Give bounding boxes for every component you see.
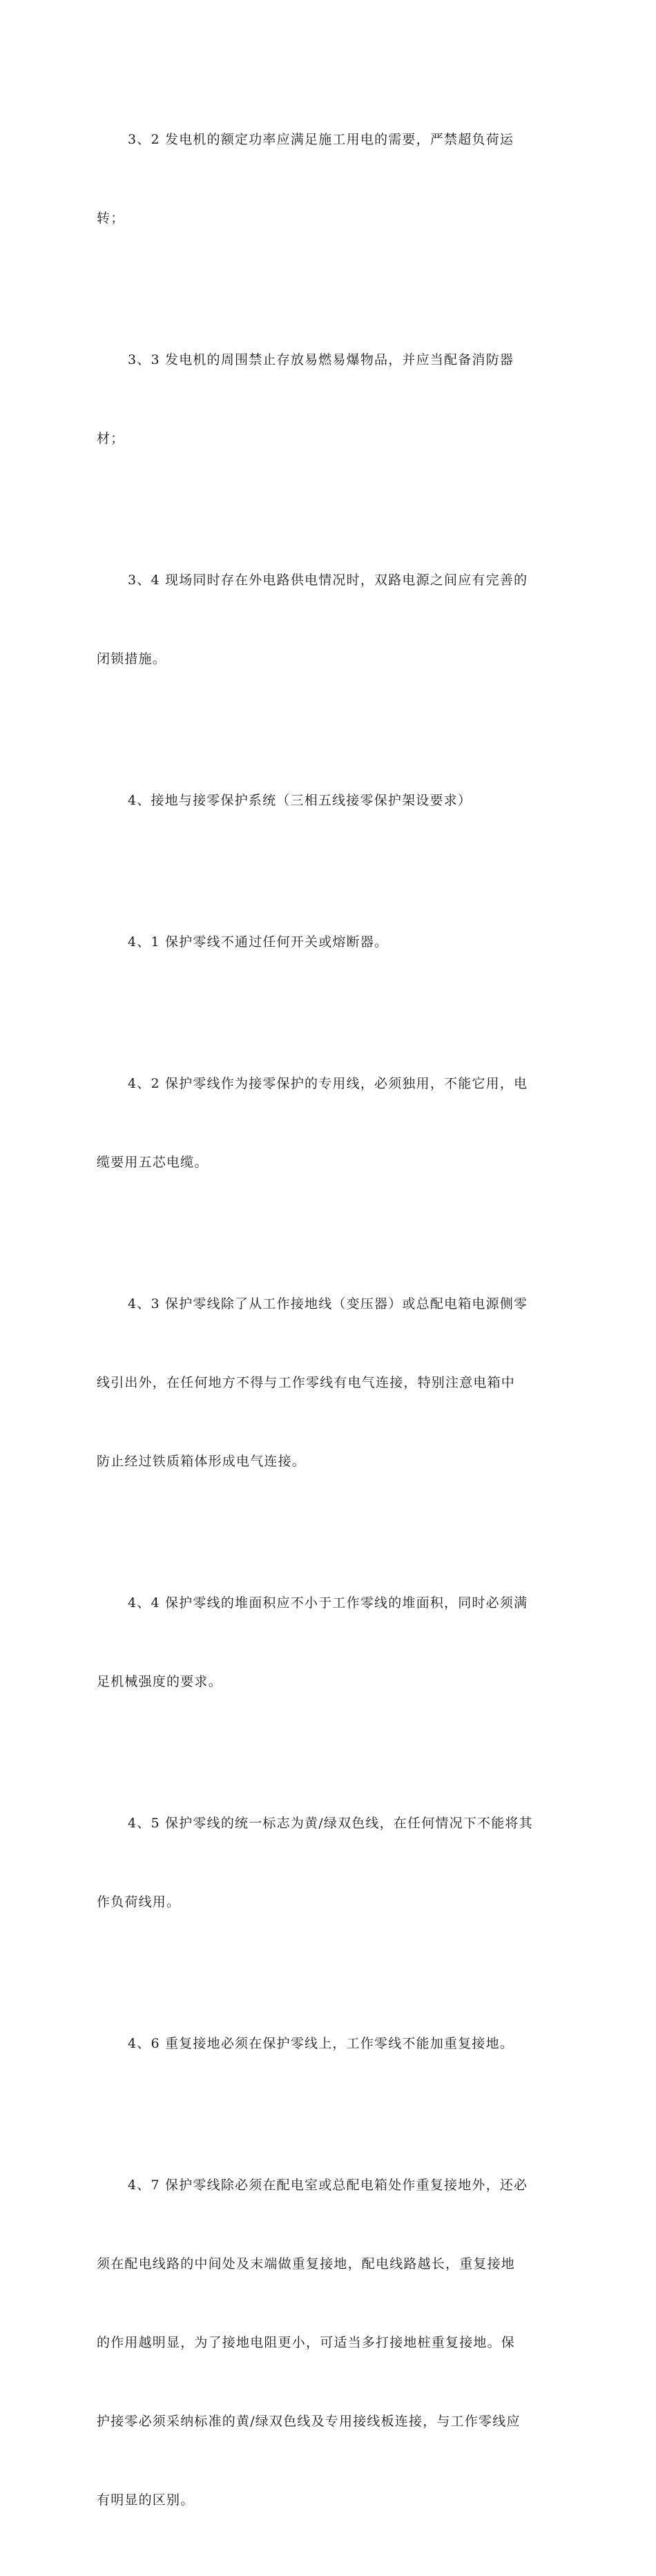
paragraph-line: 材；	[97, 431, 125, 446]
paragraph-line: 作负荷线用。	[97, 1894, 181, 1910]
paragraph-3-4	[97, 515, 561, 724]
paragraph-line: 4、1 保护零线不通过任何开关或熔断器。	[128, 934, 389, 950]
document-body	[97, 74, 561, 2576]
paragraph-line: 闭锁措施。	[97, 651, 167, 666]
paragraph-line: 4、6 重复接地必须在保护零线上，工作零线不能加重复接地。	[128, 2036, 514, 2051]
paragraph-line: 4、4 保护零线的堆面积应不小于工作零线的堆面积，同时必须满	[128, 1595, 528, 1611]
paragraph-4-1	[97, 876, 561, 1008]
paragraph-line: 4、2 保护零线作为接零保护的专用线，必须独用，不能它用，电	[128, 1076, 528, 1091]
paragraph-line: 3、2 发电机的额定功率应满足施工用电的需要，严禁超负荷运	[128, 132, 514, 147]
paragraph-4-6	[97, 1978, 561, 2109]
paragraph-3-2	[97, 74, 561, 284]
paragraph-line: 4、3 保护零线除了从工作接地线（变压器）或总配电箱电源侧零	[128, 1296, 528, 1311]
paragraph-line: 3、4 现场同时存在外电路供电情况时，双路电源之间应有完善的	[128, 573, 528, 588]
paragraph-4-2	[97, 1018, 561, 1228]
paragraph-line: 的作用越明显，为了接地电阻更小，可适当多打接地桩重复接地。保	[97, 2335, 516, 2350]
paragraph-line: 防止经过铁质箱体形成电气连接。	[97, 1454, 307, 1469]
paragraph-line: 有明显的区别。	[97, 2492, 195, 2508]
paragraph-3-3	[97, 294, 561, 504]
paragraph-4-3	[97, 1238, 561, 1527]
paragraph-line: 足机械强度的要求。	[97, 1674, 222, 1689]
paragraph-line: 4、接地与接零保护系统（三相五线接零保护架设要求）	[128, 793, 472, 808]
paragraph-line: 4、5 保护零线的统一标志为黄/绿双色线，在任何情况下不能将其	[128, 1816, 533, 1831]
paragraph-line: 缆要用五芯电缆。	[97, 1155, 209, 1170]
paragraph-4-5	[97, 1758, 561, 1968]
section-heading-4	[97, 735, 561, 866]
paragraph-line: 线引出外，在任何地方不得与工作零线有电气连接，特别注意电箱中	[97, 1375, 516, 1390]
paragraph-line: 须在配电线路的中间处及末端做重复接地，配电线路越长，重复接地	[97, 2256, 516, 2271]
paragraph-line: 3、3 发电机的周围禁止存放易燃易爆物品，并应当配备消防器	[128, 352, 514, 367]
paragraph-4-4	[97, 1537, 561, 1747]
paragraph-line: 4、7 保护零线除必须在配电室或总配电箱处作重复接地外，还必	[128, 2178, 528, 2193]
paragraph-line: 护接零必须采纳标准的黄/绿双色线及专用接线板连接，与工作零线应	[97, 2414, 521, 2429]
paragraph-4-7	[97, 2120, 561, 2566]
paragraph-line: 转；	[97, 211, 125, 226]
